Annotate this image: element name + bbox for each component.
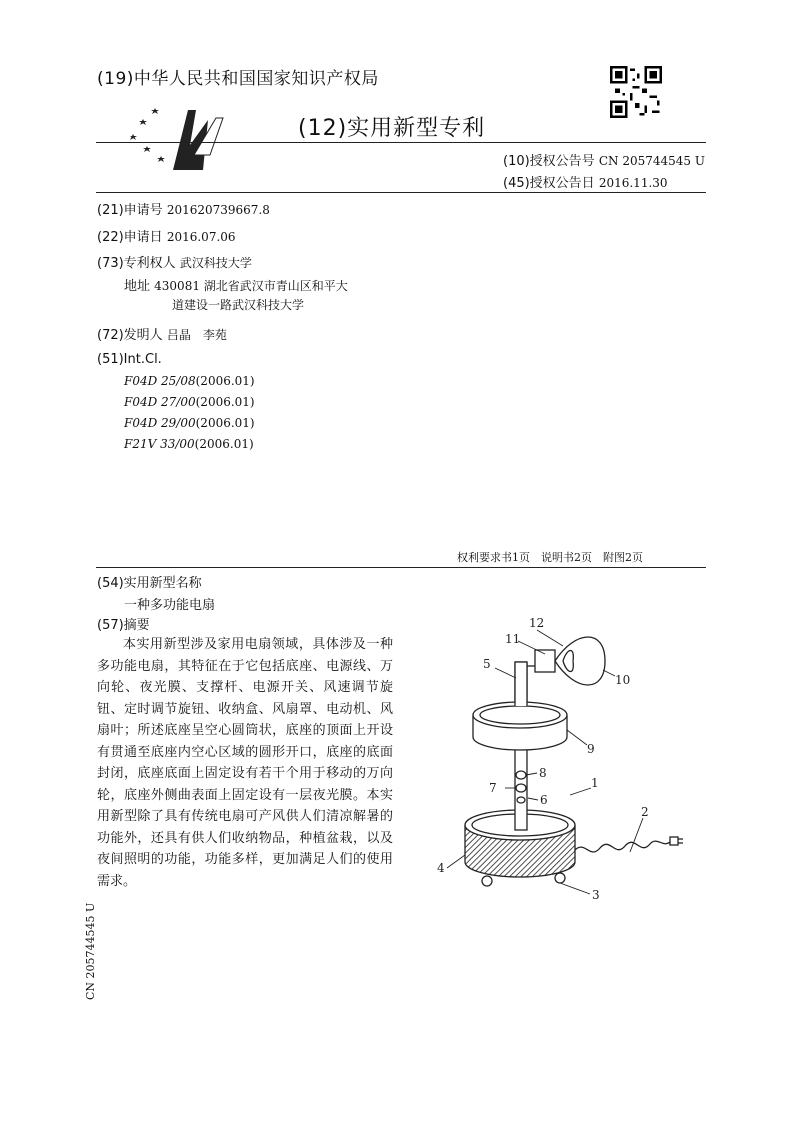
- motor: [535, 650, 555, 672]
- inventor-label: (72)发明人: [97, 328, 163, 343]
- ipc-code: F04D 25/08: [124, 374, 196, 388]
- label-8: 8: [539, 766, 547, 780]
- filing-date-label: (22)申请日: [97, 230, 163, 245]
- patentee-value: 武汉科技大学: [179, 256, 252, 270]
- ipc-code: F21V 33/00: [124, 437, 195, 451]
- caster-wheel: [482, 876, 492, 886]
- pub-date-label: (45)授权公告日: [503, 176, 595, 191]
- pub-no-value: CN 205744545 U: [598, 154, 705, 168]
- ipc-entry: [124, 437, 254, 451]
- ipc-entry: [124, 374, 255, 388]
- caster-wheel: [555, 873, 565, 883]
- patentee-label: (73)专利权人: [97, 256, 176, 271]
- publication-number: [503, 150, 705, 169]
- address: [124, 275, 348, 294]
- fan-guard: [555, 637, 605, 685]
- label-9: 9: [587, 742, 595, 756]
- issuing-office: (19)中华人民共和国国家知识产权局: [97, 69, 379, 89]
- title-label: (54)实用新型名称: [97, 576, 202, 591]
- label-10: 10: [615, 673, 631, 687]
- cnipa-logo-icon: [128, 100, 248, 175]
- inventor-value: 吕晶 李苑: [166, 328, 227, 342]
- power-switch: [517, 797, 525, 803]
- patentee: [97, 252, 252, 271]
- abstract-label: (57)摘要: [97, 618, 150, 633]
- filing-date-value: 2016.07.06: [166, 230, 236, 244]
- qr-code-icon: [610, 66, 662, 118]
- abstract-rule: [96, 567, 706, 568]
- application-number: [97, 199, 270, 218]
- label-11: 11: [505, 632, 521, 646]
- fan-drawing: [425, 610, 705, 910]
- ipc-code: F04D 29/00: [124, 416, 196, 430]
- header-rule: [96, 142, 706, 143]
- timer-knob: [516, 784, 526, 792]
- address-line-2: 道建设一路武汉科技大学: [172, 298, 305, 312]
- side-number-text: CN 205744545 U: [84, 902, 97, 1000]
- ipc-label: (51)Int.Cl.: [97, 352, 162, 367]
- app-no-label: (21)申请号: [97, 203, 163, 218]
- address-line-1: 430081 湖北省武汉市青山区和平大: [154, 279, 348, 293]
- abstract-text: 本实用新型涉及家用电扇领域，具体涉及一种多功能电扇，其特征在于它包括底座、电源线、万向轮、夜光膜、支撑杆、电源开关、风速调节旋钮、定时调节旋钮、收纳盒、风扇罩、电动机、风扇叶；所述底座呈空心圆筒状，底座的顶面上开设有贯通至底座内空心区域的圆形开口，底座的底面封闭，底座底面上固定设有若干个用于移动的万向轮，底座外侧曲表面上固定设有一层夜光膜。本实用新型除了具有传统电扇可产风供人们清凉解暑的功能外，还具有供人们收纳物品，种植盆栽，以及夜间照明的功能，功能多样，更加满足人们的使用需求。: [97, 637, 393, 889]
- label-3: 3: [592, 888, 600, 902]
- label-5: 5: [483, 657, 491, 671]
- plug: [670, 837, 678, 845]
- publication-date: [503, 172, 668, 191]
- filing-date: [97, 226, 236, 245]
- app-no-value: 201620739667.8: [166, 203, 270, 217]
- pub-date-value: 2016.11.30: [598, 176, 668, 190]
- ipc-entry: [124, 416, 255, 430]
- ipc-code: F04D 27/00: [124, 395, 196, 409]
- label-1: 1: [591, 776, 599, 790]
- page-count: 权利要求书1页 说明书2页 附图2页: [457, 551, 643, 564]
- power-cord: [575, 841, 670, 852]
- ipc-version: (2006.01): [195, 395, 255, 409]
- label-6: 6: [540, 793, 548, 807]
- label-2: 2: [641, 805, 649, 819]
- address-label: 地址: [124, 279, 151, 294]
- ipc-entry: [124, 395, 255, 409]
- utility-model-title: 一种多功能电扇: [124, 598, 216, 613]
- biblio-rule: [96, 192, 706, 193]
- label-4: 4: [437, 861, 445, 875]
- pub-no-label: (10)授权公告号: [503, 154, 595, 169]
- label-7: 7: [489, 781, 497, 795]
- speed-knob: [516, 771, 526, 779]
- ipc-version: (2006.01): [195, 416, 255, 430]
- ipc-version: (2006.01): [194, 437, 254, 451]
- ipc-version: (2006.01): [195, 374, 255, 388]
- inventors: [97, 324, 227, 343]
- side-publication-number: [80, 900, 100, 1000]
- patent-type: (12)实用新型专利: [298, 116, 486, 141]
- label-12: 12: [529, 616, 545, 630]
